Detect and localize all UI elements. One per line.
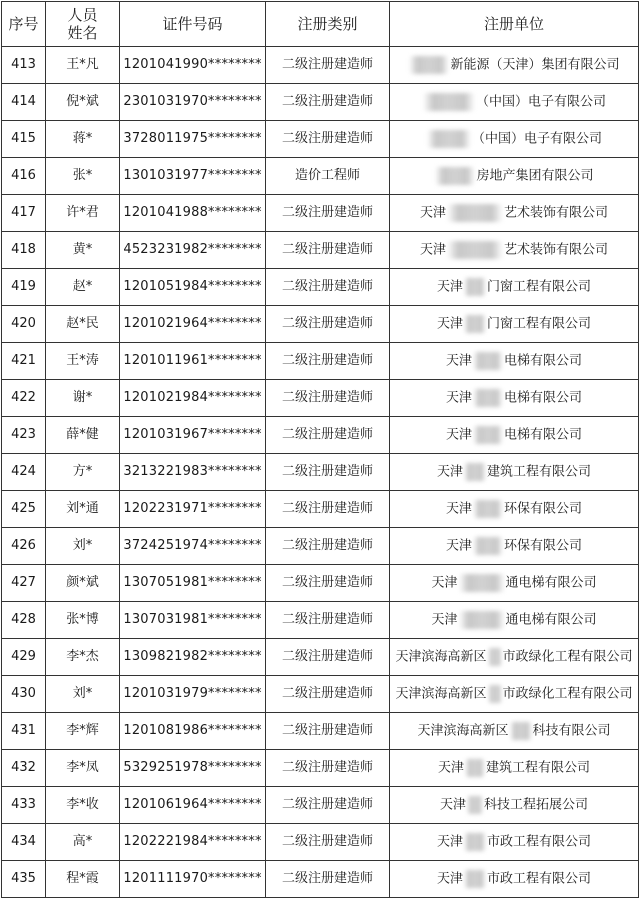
cell-seq: 420 xyxy=(2,306,46,343)
unit-suffix: 建筑工程有限公司 xyxy=(486,760,591,776)
cell-unit xyxy=(390,750,639,787)
cell-name: 赵* xyxy=(46,269,120,306)
cell-name: 李*杰 xyxy=(46,639,120,676)
cell-seq: 433 xyxy=(2,787,46,824)
cell-category: 二级注册建造师 xyxy=(266,750,390,787)
cell-name: 刘* xyxy=(46,528,120,565)
cell-id: 1202231971******** xyxy=(120,491,266,528)
cell-name: 倪*斌 xyxy=(46,84,120,121)
cell-name: 李*凤 xyxy=(46,750,120,787)
unit-prefix: 天津 xyxy=(436,871,463,887)
cell-seq: 421 xyxy=(2,343,46,380)
cell-seq: 426 xyxy=(2,528,46,565)
cell-id: 4523231982******** xyxy=(120,232,266,269)
header-name xyxy=(46,2,120,47)
cell-id: 1201021964******** xyxy=(120,306,266,343)
unit-prefix: 天津 xyxy=(445,390,472,406)
unit-suffix: 通电梯有限公司 xyxy=(505,612,597,628)
unit-suffix: 市政工程有限公司 xyxy=(487,871,592,887)
redaction-blur xyxy=(435,167,475,185)
table-row xyxy=(2,84,639,121)
cell-unit xyxy=(390,639,639,676)
table-row xyxy=(2,861,639,898)
unit-suffix: 市政绿化工程有限公司 xyxy=(502,686,633,702)
cell-unit xyxy=(390,454,639,491)
unit-suffix: 新能源（天津）集团有限公司 xyxy=(450,57,620,73)
cell-category: 二级注册建造师 xyxy=(266,195,390,232)
cell-name: 李*辉 xyxy=(46,713,120,750)
cell-id: 3213221983******** xyxy=(120,454,266,491)
cell-id: 1202221984******** xyxy=(120,824,266,861)
cell-category: 二级注册建造师 xyxy=(266,417,390,454)
cell-name: 张* xyxy=(46,158,120,195)
redaction-blur xyxy=(423,93,475,111)
cell-seq: 418 xyxy=(2,232,46,269)
cell-name: 刘* xyxy=(46,676,120,713)
table-row xyxy=(2,47,639,84)
table-row xyxy=(2,158,639,195)
unit-suffix: 电梯有限公司 xyxy=(504,390,583,406)
cell-name: 薛*健 xyxy=(46,417,120,454)
cell-unit xyxy=(390,232,639,269)
cell-category: 二级注册建造师 xyxy=(266,380,390,417)
table-row xyxy=(2,750,639,787)
redaction-blur xyxy=(459,574,505,592)
table-header xyxy=(2,2,639,47)
cell-id: 1301031977******** xyxy=(120,158,266,195)
cell-id: 1201111970******** xyxy=(120,861,266,898)
cell-seq: 434 xyxy=(2,824,46,861)
unit-prefix: 天津 xyxy=(439,797,466,813)
cell-seq: 416 xyxy=(2,158,46,195)
table-row xyxy=(2,232,639,269)
cell-unit xyxy=(390,306,639,343)
cell-seq: 414 xyxy=(2,84,46,121)
redaction-blur xyxy=(464,463,486,481)
table-row xyxy=(2,306,639,343)
cell-unit xyxy=(390,417,639,454)
cell-unit xyxy=(390,528,639,565)
cell-name: 刘*通 xyxy=(46,491,120,528)
cell-unit xyxy=(390,195,639,232)
unit-suffix: 电梯有限公司 xyxy=(504,353,583,369)
cell-unit xyxy=(390,676,639,713)
cell-category: 二级注册建造师 xyxy=(266,824,390,861)
unit-prefix: 天津 xyxy=(437,760,464,776)
cell-unit xyxy=(390,861,639,898)
unit-suffix: 门窗工程有限公司 xyxy=(487,316,592,332)
cell-name: 王*凡 xyxy=(46,47,120,84)
unit-prefix: 天津 xyxy=(436,834,463,850)
cell-seq: 430 xyxy=(2,676,46,713)
unit-suffix: 电梯有限公司 xyxy=(504,427,583,443)
cell-unit xyxy=(390,269,639,306)
cell-name: 方* xyxy=(46,454,120,491)
redaction-blur xyxy=(459,611,505,629)
redaction-blur xyxy=(467,796,483,814)
cell-unit xyxy=(390,491,639,528)
redaction-blur xyxy=(473,389,503,407)
unit-suffix: 建筑工程有限公司 xyxy=(487,464,592,480)
cell-id: 2301031970******** xyxy=(120,84,266,121)
cell-unit xyxy=(390,158,639,195)
cell-category: 二级注册建造师 xyxy=(266,306,390,343)
table-row xyxy=(2,380,639,417)
table-row xyxy=(2,676,639,713)
unit-prefix: 天津 xyxy=(431,612,458,628)
cell-category: 二级注册建造师 xyxy=(266,602,390,639)
cell-unit xyxy=(390,121,639,158)
cell-category: 二级注册建造师 xyxy=(266,491,390,528)
cell-category: 二级注册建造师 xyxy=(266,528,390,565)
header-id: 证件号码 xyxy=(120,2,266,47)
cell-id: 5329251978******** xyxy=(120,750,266,787)
table-row xyxy=(2,454,639,491)
redaction-blur xyxy=(473,352,503,370)
table-row xyxy=(2,121,639,158)
redaction-blur xyxy=(464,315,486,333)
unit-prefix: 天津滨海高新区 xyxy=(395,649,487,665)
unit-suffix: 科技有限公司 xyxy=(532,723,611,739)
cell-seq: 417 xyxy=(2,195,46,232)
cell-seq: 419 xyxy=(2,269,46,306)
unit-suffix: （中国）电子有限公司 xyxy=(475,94,606,110)
unit-prefix: 天津 xyxy=(419,242,446,258)
unit-suffix: 房地产集团有限公司 xyxy=(476,168,594,184)
table-row xyxy=(2,787,639,824)
cell-name: 颜*斌 xyxy=(46,565,120,602)
cell-id: 3728011975******** xyxy=(120,121,266,158)
unit-prefix: 天津滨海高新区 xyxy=(417,723,509,739)
cell-seq: 422 xyxy=(2,380,46,417)
unit-prefix: 天津 xyxy=(436,316,463,332)
redaction-blur xyxy=(464,870,486,888)
cell-id: 1201061964******** xyxy=(120,787,266,824)
cell-unit xyxy=(390,47,639,84)
cell-category: 二级注册建造师 xyxy=(266,84,390,121)
unit-prefix: 天津 xyxy=(445,353,472,369)
cell-name: 许*君 xyxy=(46,195,120,232)
cell-id: 1201021984******** xyxy=(120,380,266,417)
cell-category: 二级注册建造师 xyxy=(266,121,390,158)
table-row xyxy=(2,343,639,380)
cell-unit xyxy=(390,787,639,824)
cell-seq: 428 xyxy=(2,602,46,639)
cell-id: 1201051984******** xyxy=(120,269,266,306)
cell-category: 二级注册建造师 xyxy=(266,343,390,380)
cell-unit xyxy=(390,343,639,380)
table-row xyxy=(2,602,639,639)
redaction-blur xyxy=(464,833,486,851)
table-row xyxy=(2,269,639,306)
cell-name: 王*涛 xyxy=(46,343,120,380)
unit-prefix: 天津 xyxy=(431,575,458,591)
cell-category: 二级注册建造师 xyxy=(266,713,390,750)
unit-suffix: 艺术装饰有限公司 xyxy=(504,205,609,221)
table-row xyxy=(2,417,639,454)
cell-name: 黄* xyxy=(46,232,120,269)
redaction-blur xyxy=(488,685,502,703)
cell-id: 1201031967******** xyxy=(120,417,266,454)
cell-id: 1201041988******** xyxy=(120,195,266,232)
cell-unit xyxy=(390,84,639,121)
cell-seq: 424 xyxy=(2,454,46,491)
cell-id: 1201031979******** xyxy=(120,676,266,713)
cell-category: 二级注册建造师 xyxy=(266,232,390,269)
cell-seq: 431 xyxy=(2,713,46,750)
registration-table xyxy=(1,1,639,898)
cell-unit xyxy=(390,824,639,861)
cell-id: 3724251974******** xyxy=(120,528,266,565)
cell-seq: 435 xyxy=(2,861,46,898)
cell-category: 二级注册建造师 xyxy=(266,565,390,602)
header-seq: 序号 xyxy=(2,2,46,47)
unit-prefix: 天津 xyxy=(436,464,463,480)
cell-category: 二级注册建造师 xyxy=(266,454,390,491)
cell-seq: 423 xyxy=(2,417,46,454)
cell-name: 蒋* xyxy=(46,121,120,158)
cell-name: 李*收 xyxy=(46,787,120,824)
table-row xyxy=(2,528,639,565)
cell-id: 1201041990******** xyxy=(120,47,266,84)
unit-suffix: 门窗工程有限公司 xyxy=(487,279,592,295)
cell-seq: 432 xyxy=(2,750,46,787)
header-row xyxy=(2,2,639,47)
cell-category: 二级注册建造师 xyxy=(266,639,390,676)
unit-suffix: 科技工程拓展公司 xyxy=(484,797,589,813)
table-row xyxy=(2,713,639,750)
cell-id: 1307031981******** xyxy=(120,602,266,639)
redaction-blur xyxy=(447,241,503,259)
cell-id: 1309821982******** xyxy=(120,639,266,676)
redaction-blur xyxy=(473,426,503,444)
unit-prefix: 天津 xyxy=(445,538,472,554)
cell-name: 高* xyxy=(46,824,120,861)
cell-id: 1307051981******** xyxy=(120,565,266,602)
cell-category: 二级注册建造师 xyxy=(266,269,390,306)
table-row xyxy=(2,491,639,528)
unit-prefix: 天津 xyxy=(445,501,472,517)
cell-seq: 427 xyxy=(2,565,46,602)
cell-id: 1201081986******** xyxy=(120,713,266,750)
unit-suffix: 通电梯有限公司 xyxy=(505,575,597,591)
redaction-blur xyxy=(465,759,485,777)
unit-prefix: 天津滨海高新区 xyxy=(395,686,487,702)
unit-suffix: 市政绿化工程有限公司 xyxy=(502,649,633,665)
unit-suffix: 艺术装饰有限公司 xyxy=(504,242,609,258)
redaction-blur xyxy=(427,130,471,148)
cell-category: 二级注册建造师 xyxy=(266,787,390,824)
table-row xyxy=(2,824,639,861)
unit-suffix: 环保有限公司 xyxy=(504,501,583,517)
cell-name: 张*博 xyxy=(46,602,120,639)
cell-seq: 425 xyxy=(2,491,46,528)
redaction-blur xyxy=(488,648,502,666)
cell-name: 赵*民 xyxy=(46,306,120,343)
cell-seq: 429 xyxy=(2,639,46,676)
redaction-blur xyxy=(473,500,503,518)
cell-category: 二级注册建造师 xyxy=(266,676,390,713)
unit-prefix: 天津 xyxy=(445,427,472,443)
cell-seq: 413 xyxy=(2,47,46,84)
redaction-blur xyxy=(409,56,449,74)
redaction-blur xyxy=(447,204,503,222)
header-name-text: 人员姓名 xyxy=(67,6,98,42)
cell-name: 程*霞 xyxy=(46,861,120,898)
unit-suffix: （中国）电子有限公司 xyxy=(471,131,602,147)
cell-category: 造价工程师 xyxy=(266,158,390,195)
redaction-blur xyxy=(473,537,503,555)
table-row xyxy=(2,639,639,676)
cell-category: 二级注册建造师 xyxy=(266,861,390,898)
cell-unit xyxy=(390,565,639,602)
redaction-blur xyxy=(464,278,486,296)
unit-suffix: 市政工程有限公司 xyxy=(487,834,592,850)
header-unit: 注册单位 xyxy=(390,2,639,47)
table-body xyxy=(2,47,639,898)
cell-name: 谢* xyxy=(46,380,120,417)
table-row xyxy=(2,565,639,602)
unit-prefix: 天津 xyxy=(436,279,463,295)
unit-prefix: 天津 xyxy=(419,205,446,221)
cell-category: 二级注册建造师 xyxy=(266,47,390,84)
cell-unit xyxy=(390,713,639,750)
header-category: 注册类别 xyxy=(266,2,390,47)
cell-unit xyxy=(390,380,639,417)
redaction-blur xyxy=(510,722,532,740)
cell-seq: 415 xyxy=(2,121,46,158)
cell-id: 1201011961******** xyxy=(120,343,266,380)
table-row xyxy=(2,195,639,232)
unit-suffix: 环保有限公司 xyxy=(504,538,583,554)
cell-unit xyxy=(390,602,639,639)
